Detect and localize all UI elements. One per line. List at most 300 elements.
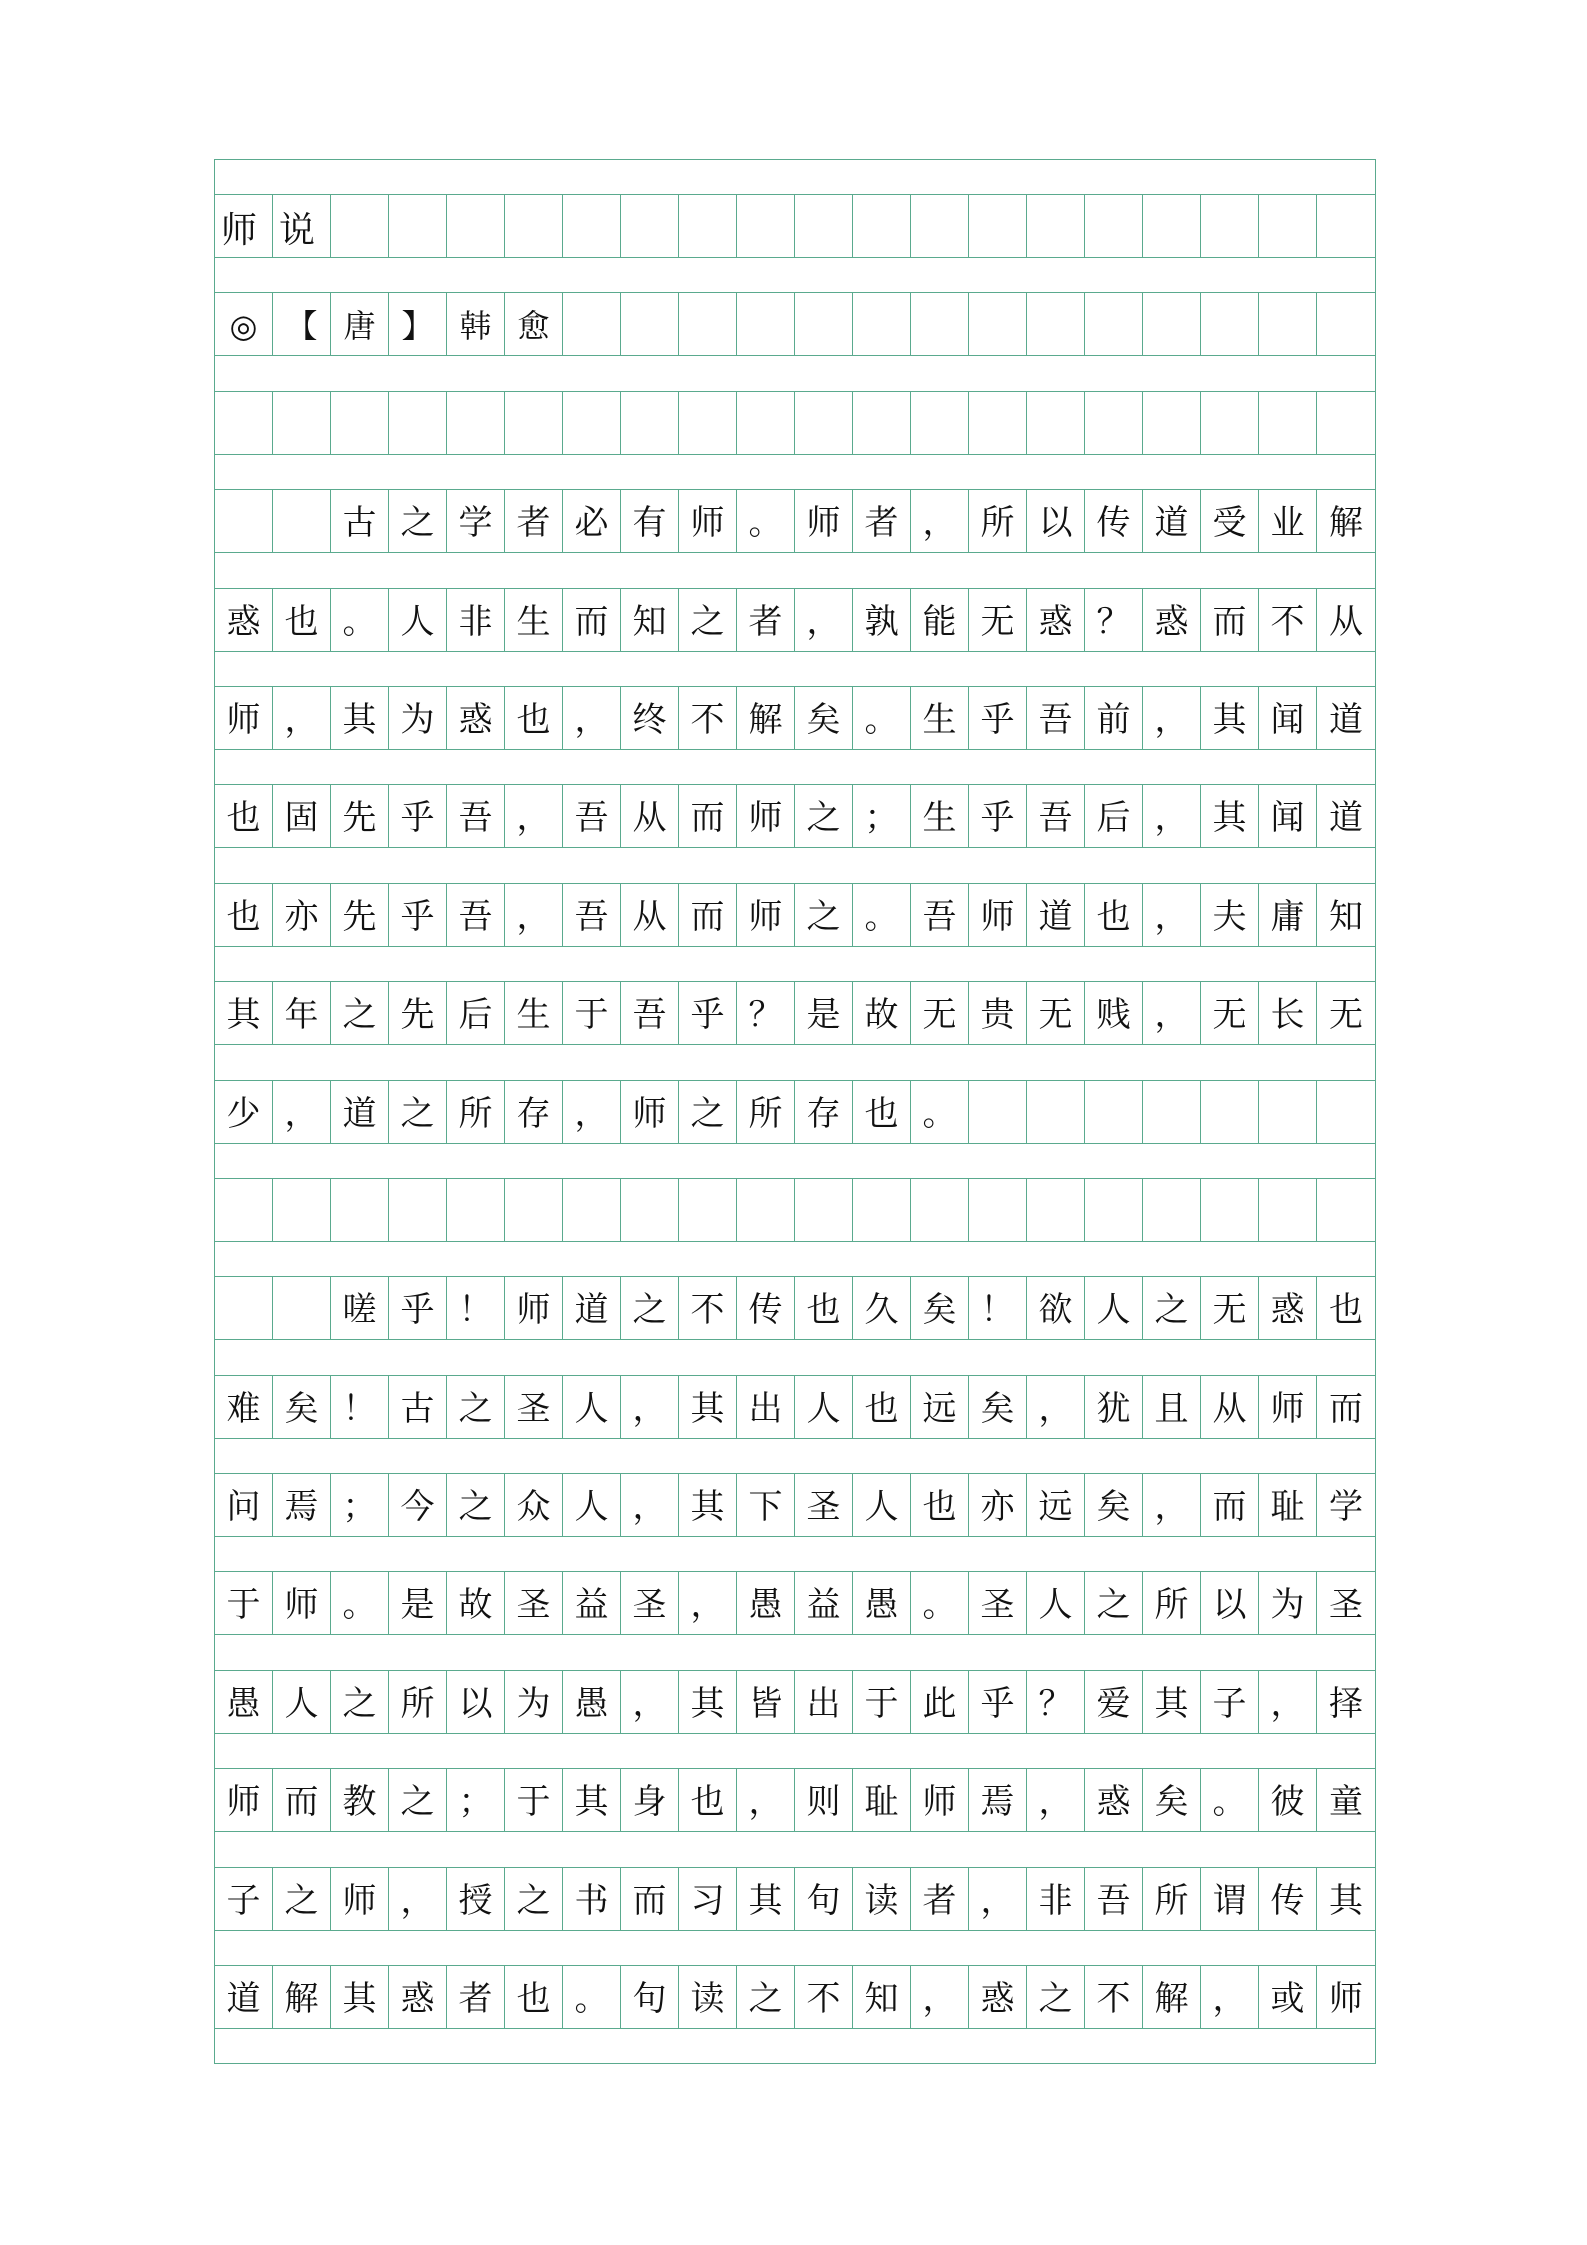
grid-cell (911, 392, 969, 454)
text-row (215, 1670, 1375, 1734)
grid-cell: 以 (1027, 490, 1085, 552)
grid-cell (853, 195, 911, 257)
grid-cell (621, 293, 679, 355)
grid-cell: 固 (273, 785, 331, 847)
grid-cell: 授 (447, 1868, 505, 1930)
row-gap-band (215, 356, 1375, 390)
grid-cell: ！ (969, 1277, 1027, 1339)
grid-cell (563, 195, 621, 257)
grid-cell: ， (737, 1769, 795, 1831)
grid-cell: 不 (1259, 589, 1317, 651)
grid-cell (853, 392, 911, 454)
grid-cell: 之 (273, 1868, 331, 1930)
grid-cell: ， (273, 1081, 331, 1143)
grid-cell (621, 1179, 679, 1241)
grid-cell: 耻 (853, 1769, 911, 1831)
grid-cell: 之 (1085, 1572, 1143, 1634)
grid-cell (273, 1277, 331, 1339)
grid-cell: 师 (215, 687, 273, 749)
grid-cell: 贵 (969, 982, 1027, 1044)
grid-cell: 众 (505, 1474, 563, 1536)
grid-cell (679, 392, 737, 454)
grid-cell: 圣 (795, 1474, 853, 1536)
grid-cell: ， (273, 687, 331, 749)
grid-cell: 少 (215, 1081, 273, 1143)
manuscript-grid-sheet (214, 159, 1376, 2064)
text-row (215, 1473, 1375, 1537)
grid-cell: 所 (1143, 1868, 1201, 1930)
grid-cell (1259, 195, 1317, 257)
grid-cell: 句 (621, 1966, 679, 2028)
grid-cell: 之 (1027, 1966, 1085, 2028)
grid-cell: 也 (1085, 884, 1143, 946)
grid-cell: 。 (853, 884, 911, 946)
grid-cell: 人 (563, 1474, 621, 1536)
grid-cell: 吾 (621, 982, 679, 1044)
grid-cell: 童 (1329, 1782, 1363, 1823)
grid-cell: 吾 (1085, 1868, 1143, 1930)
grid-cell: 无 (969, 589, 1027, 651)
grid-cell: 吾 (563, 884, 621, 946)
grid-cell: 子 (1201, 1671, 1259, 1733)
grid-cell: 以 (447, 1671, 505, 1733)
grid-cell: 闻 (1259, 785, 1317, 847)
grid-cell (969, 392, 1027, 454)
grid-cell: 传 (1259, 1868, 1317, 1930)
grid-cell: 其 (563, 1769, 621, 1831)
grid-cell: 焉 (273, 1474, 331, 1536)
grid-cell: ◎ (215, 293, 273, 355)
grid-cell: 师 (505, 1277, 563, 1339)
row-gap-band (215, 652, 1375, 686)
grid-cell: 无 (1027, 982, 1085, 1044)
grid-cell: 所 (389, 1671, 447, 1733)
grid-cell: 非 (447, 589, 505, 651)
grid-cell: 说 (273, 195, 331, 257)
grid-cell (273, 1179, 331, 1241)
grid-cell: 传 (1085, 490, 1143, 552)
grid-cell: 乎 (969, 1671, 1027, 1733)
grid-cell: 道 (1027, 884, 1085, 946)
grid-cell: 生 (505, 982, 563, 1044)
grid-cell: 亦 (273, 884, 331, 946)
grid-cell: 吾 (447, 785, 505, 847)
grid-cell: 其 (1201, 785, 1259, 847)
row-gap-band (215, 750, 1375, 784)
text-row (215, 1768, 1375, 1832)
grid-cell (1085, 195, 1143, 257)
grid-cell (1085, 293, 1143, 355)
grid-cell: 之 (679, 1081, 737, 1143)
grid-cell: 从 (1201, 1376, 1259, 1438)
grid-cell: 圣 (505, 1376, 563, 1438)
grid-cell (1085, 1179, 1143, 1241)
grid-cell (215, 1277, 273, 1339)
grid-cell: 解 (273, 1966, 331, 2028)
grid-cell (621, 195, 679, 257)
text-row (215, 1867, 1375, 1931)
top-margin-band (215, 160, 1375, 194)
grid-cell: 。 (331, 1572, 389, 1634)
grid-cell: 师 (737, 785, 795, 847)
grid-cell: 之 (795, 884, 853, 946)
grid-cell: 知 (853, 1966, 911, 2028)
grid-cell (389, 1179, 447, 1241)
grid-cell: 闻 (1259, 687, 1317, 749)
grid-cell: 也 (505, 1966, 563, 2028)
text-row (215, 1080, 1375, 1144)
grid-cell: 吾 (911, 884, 969, 946)
grid-cell: 吾 (563, 785, 621, 847)
grid-cell: 圣 (505, 1572, 563, 1634)
text-row (215, 489, 1375, 553)
row-gap-band (215, 1144, 1375, 1178)
grid-cell: 先 (389, 982, 447, 1044)
grid-cell: ？ (737, 982, 795, 1044)
row-gap-band (215, 1439, 1375, 1473)
grid-cell: 夫 (1201, 884, 1259, 946)
text-row (215, 1965, 1375, 2029)
grid-cell: 无 (1201, 982, 1259, 1044)
grid-cell: 。 (853, 687, 911, 749)
grid-cell (1317, 392, 1375, 454)
grid-cell: 终 (621, 687, 679, 749)
grid-cell: ！ (331, 1376, 389, 1438)
grid-cell (969, 293, 1027, 355)
grid-cell: 人 (563, 1376, 621, 1438)
grid-cell (563, 392, 621, 454)
grid-cell (563, 1179, 621, 1241)
grid-cell: 无 (1329, 995, 1363, 1036)
grid-cell: 而 (273, 1769, 331, 1831)
grid-cell: ， (911, 490, 969, 552)
grid-cell (563, 293, 621, 355)
grid-cell (1259, 392, 1317, 454)
grid-cell: 者 (505, 490, 563, 552)
grid-cell (795, 1179, 853, 1241)
grid-cell (853, 293, 911, 355)
grid-cell: 师 (1329, 1979, 1363, 2020)
grid-cell: 知 (1329, 896, 1363, 937)
grid-cell: ， (1143, 982, 1201, 1044)
grid-cell (447, 392, 505, 454)
grid-cell: 句 (795, 1868, 853, 1930)
grid-cell: 故 (853, 982, 911, 1044)
grid-cell: 者 (853, 490, 911, 552)
grid-cell: 身 (621, 1769, 679, 1831)
grid-cell: 其 (331, 1966, 389, 2028)
grid-cell: 也 (853, 1376, 911, 1438)
grid-cell (737, 392, 795, 454)
grid-cell: 之 (389, 490, 447, 552)
grid-cell (447, 1179, 505, 1241)
grid-cell: 而 (1329, 1388, 1363, 1429)
grid-cell: 先 (331, 884, 389, 946)
grid-cell: 为 (1259, 1572, 1317, 1634)
grid-cell: 吾 (1027, 687, 1085, 749)
grid-cell: 师 (795, 490, 853, 552)
grid-cell: 愚 (215, 1671, 273, 1733)
grid-cell: 道 (215, 1966, 273, 2028)
grid-cell: 出 (737, 1376, 795, 1438)
grid-cell: 惑 (1259, 1277, 1317, 1339)
grid-cell: 也 (795, 1277, 853, 1339)
grid-cell: 贱 (1085, 982, 1143, 1044)
row-gap-band (215, 947, 1375, 981)
grid-cell (621, 392, 679, 454)
text-row (215, 391, 1375, 455)
grid-cell: 师 (679, 490, 737, 552)
grid-cell: 之 (737, 1966, 795, 2028)
grid-cell: 先 (331, 785, 389, 847)
text-row (215, 1375, 1375, 1439)
grid-cell: 道 (331, 1081, 389, 1143)
grid-cell: 者 (737, 589, 795, 651)
grid-cell: 远 (911, 1376, 969, 1438)
grid-cell (1085, 392, 1143, 454)
row-gap-band (215, 1537, 1375, 1571)
grid-cell: 所 (737, 1081, 795, 1143)
grid-cell (1201, 1179, 1259, 1241)
text-row (215, 1571, 1375, 1635)
grid-cell: 愚 (737, 1572, 795, 1634)
grid-cell (795, 392, 853, 454)
grid-cell (331, 195, 389, 257)
grid-cell: 其 (679, 1671, 737, 1733)
grid-cell: 师 (911, 1769, 969, 1831)
grid-cell (447, 195, 505, 257)
grid-cell: 不 (1085, 1966, 1143, 2028)
grid-cell: 也 (215, 785, 273, 847)
grid-cell: 师 (737, 884, 795, 946)
grid-cell (273, 490, 331, 552)
grid-cell: ， (1143, 785, 1201, 847)
grid-cell: 惑 (215, 589, 273, 651)
grid-cell: 其 (215, 982, 273, 1044)
grid-cell: 不 (679, 687, 737, 749)
grid-cell (1317, 293, 1375, 355)
grid-cell: 之 (389, 1081, 447, 1143)
grid-cell: ， (969, 1868, 1027, 1930)
grid-cell: 而 (563, 589, 621, 651)
grid-cell: 其 (1143, 1671, 1201, 1733)
grid-cell (1027, 293, 1085, 355)
row-gap-band (215, 1635, 1375, 1669)
grid-cell (969, 1179, 1027, 1241)
grid-cell: 矣 (273, 1376, 331, 1438)
grid-cell: ！ (447, 1277, 505, 1339)
row-gap-band (215, 1931, 1375, 1965)
grid-cell: 爱 (1085, 1671, 1143, 1733)
grid-cell (1201, 195, 1259, 257)
grid-cell: 之 (795, 785, 853, 847)
grid-cell: 之 (621, 1277, 679, 1339)
grid-cell: ； (331, 1474, 389, 1536)
grid-cell: 学 (447, 490, 505, 552)
grid-cell: 长 (1259, 982, 1317, 1044)
grid-cell: 知 (621, 589, 679, 651)
grid-cell: 也 (273, 589, 331, 651)
text-row (215, 1276, 1375, 1340)
grid-cell (1027, 1179, 1085, 1241)
grid-cell: 者 (911, 1868, 969, 1930)
grid-cell (737, 1179, 795, 1241)
grid-cell: 之 (331, 1671, 389, 1733)
grid-cell: 】 (389, 293, 447, 355)
grid-cell: 师 (331, 1868, 389, 1930)
grid-cell: 其 (679, 1376, 737, 1438)
grid-cell: 其 (1329, 1880, 1363, 1921)
grid-cell: 也 (679, 1769, 737, 1831)
title-row (215, 194, 1375, 258)
grid-cell: 矣 (1085, 1474, 1143, 1536)
grid-cell: 无 (911, 982, 969, 1044)
grid-cell (853, 1179, 911, 1241)
grid-cell: 不 (679, 1277, 737, 1339)
grid-cell: 亦 (969, 1474, 1027, 1536)
grid-cell (1085, 1081, 1143, 1143)
grid-cell: 必 (563, 490, 621, 552)
grid-cell: 师 (273, 1572, 331, 1634)
grid-cell: 所 (1143, 1572, 1201, 1634)
grid-cell: 所 (969, 490, 1027, 552)
grid-cell (1201, 1081, 1259, 1143)
grid-cell: 受 (1201, 490, 1259, 552)
grid-cell: 解 (1329, 503, 1363, 544)
grid-cell: 无 (1201, 1277, 1259, 1339)
grid-cell: 从 (621, 785, 679, 847)
grid-cell: 不 (795, 1966, 853, 2028)
grid-cell (795, 293, 853, 355)
grid-cell: 欲 (1027, 1277, 1085, 1339)
grid-cell: 于 (853, 1671, 911, 1733)
grid-cell: 道 (563, 1277, 621, 1339)
grid-cell: 后 (1085, 785, 1143, 847)
grid-cell: 乎 (969, 687, 1027, 749)
grid-cell: 愚 (853, 1572, 911, 1634)
grid-cell (1259, 1179, 1317, 1241)
grid-cell: 其 (1201, 687, 1259, 749)
grid-cell: 吾 (447, 884, 505, 946)
grid-cell: 此 (911, 1671, 969, 1733)
grid-cell (1317, 1179, 1375, 1241)
grid-cell: 人 (795, 1376, 853, 1438)
row-gap-band (215, 848, 1375, 882)
text-row (215, 981, 1375, 1045)
grid-cell: 益 (563, 1572, 621, 1634)
text-row (215, 686, 1375, 750)
grid-cell: 习 (679, 1868, 737, 1930)
grid-cell: 之 (389, 1769, 447, 1831)
grid-cell (737, 195, 795, 257)
grid-cell: ， (795, 589, 853, 651)
grid-cell: 之 (331, 982, 389, 1044)
grid-cell: ， (679, 1572, 737, 1634)
grid-cell: 焉 (969, 1769, 1027, 1831)
grid-cell (1143, 293, 1201, 355)
grid-cell: 犹 (1085, 1376, 1143, 1438)
grid-cell: 则 (795, 1769, 853, 1831)
grid-cell: 存 (505, 1081, 563, 1143)
grid-cell: 择 (1329, 1683, 1363, 1724)
grid-cell: 是 (795, 982, 853, 1044)
grid-cell: 其 (679, 1474, 737, 1536)
grid-cell: 矣 (1143, 1769, 1201, 1831)
grid-cell: 耻 (1259, 1474, 1317, 1536)
grid-cell: 生 (911, 687, 969, 749)
grid-cell: 师 (1259, 1376, 1317, 1438)
row-gap-band (215, 1832, 1375, 1866)
grid-cell: 吾 (1027, 785, 1085, 847)
row-gap-band (215, 553, 1375, 587)
grid-cell: ？ (1085, 589, 1143, 651)
grid-cell: ， (1201, 1966, 1259, 2028)
grid-cell: 读 (679, 1966, 737, 2028)
grid-cell (389, 195, 447, 257)
grid-cell: 道 (1143, 490, 1201, 552)
grid-cell: ， (1259, 1671, 1317, 1733)
grid-cell: 今 (389, 1474, 447, 1536)
grid-cell: 久 (853, 1277, 911, 1339)
grid-cell: ； (447, 1769, 505, 1831)
grid-cell (505, 195, 563, 257)
grid-cell: 或 (1259, 1966, 1317, 2028)
grid-cell: 前 (1085, 687, 1143, 749)
grid-cell: 师 (215, 195, 273, 257)
grid-cell: 唐 (331, 293, 389, 355)
grid-cell (1259, 293, 1317, 355)
text-row (215, 883, 1375, 947)
grid-cell: 且 (1143, 1376, 1201, 1438)
grid-cell: 有 (621, 490, 679, 552)
grid-cell (1143, 392, 1201, 454)
grid-cell: 其 (331, 687, 389, 749)
grid-cell: 也 (911, 1474, 969, 1536)
grid-cell: 也 (505, 687, 563, 749)
grid-cell: ？ (1027, 1671, 1085, 1733)
grid-cell (1027, 1081, 1085, 1143)
grid-cell: 而 (679, 785, 737, 847)
grid-cell: 圣 (969, 1572, 1027, 1634)
grid-cell: ， (563, 687, 621, 749)
grid-cell: 。 (563, 1966, 621, 2028)
grid-cell: ， (1027, 1376, 1085, 1438)
grid-cell: 惑 (1143, 589, 1201, 651)
grid-cell: 谓 (1201, 1868, 1259, 1930)
grid-cell: 人 (1085, 1277, 1143, 1339)
grid-cell: 师 (621, 1081, 679, 1143)
grid-cell: 于 (505, 1769, 563, 1831)
grid-cell: 嗟 (331, 1277, 389, 1339)
grid-cell: 生 (505, 589, 563, 651)
grid-cell (331, 392, 389, 454)
grid-cell: ， (621, 1474, 679, 1536)
grid-cell (215, 1179, 273, 1241)
grid-cell: 。 (737, 490, 795, 552)
grid-cell: 。 (331, 589, 389, 651)
grid-cell (273, 392, 331, 454)
grid-cell (1143, 1179, 1201, 1241)
grid-cell (1201, 392, 1259, 454)
grid-cell: 远 (1027, 1474, 1085, 1536)
row-gap-band (215, 1045, 1375, 1079)
grid-cell: 益 (795, 1572, 853, 1634)
grid-cell: 下 (737, 1474, 795, 1536)
grid-cell: 惑 (969, 1966, 1027, 2028)
grid-cell: 业 (1259, 490, 1317, 552)
grid-cell: 孰 (853, 589, 911, 651)
grid-cell: ； (853, 785, 911, 847)
